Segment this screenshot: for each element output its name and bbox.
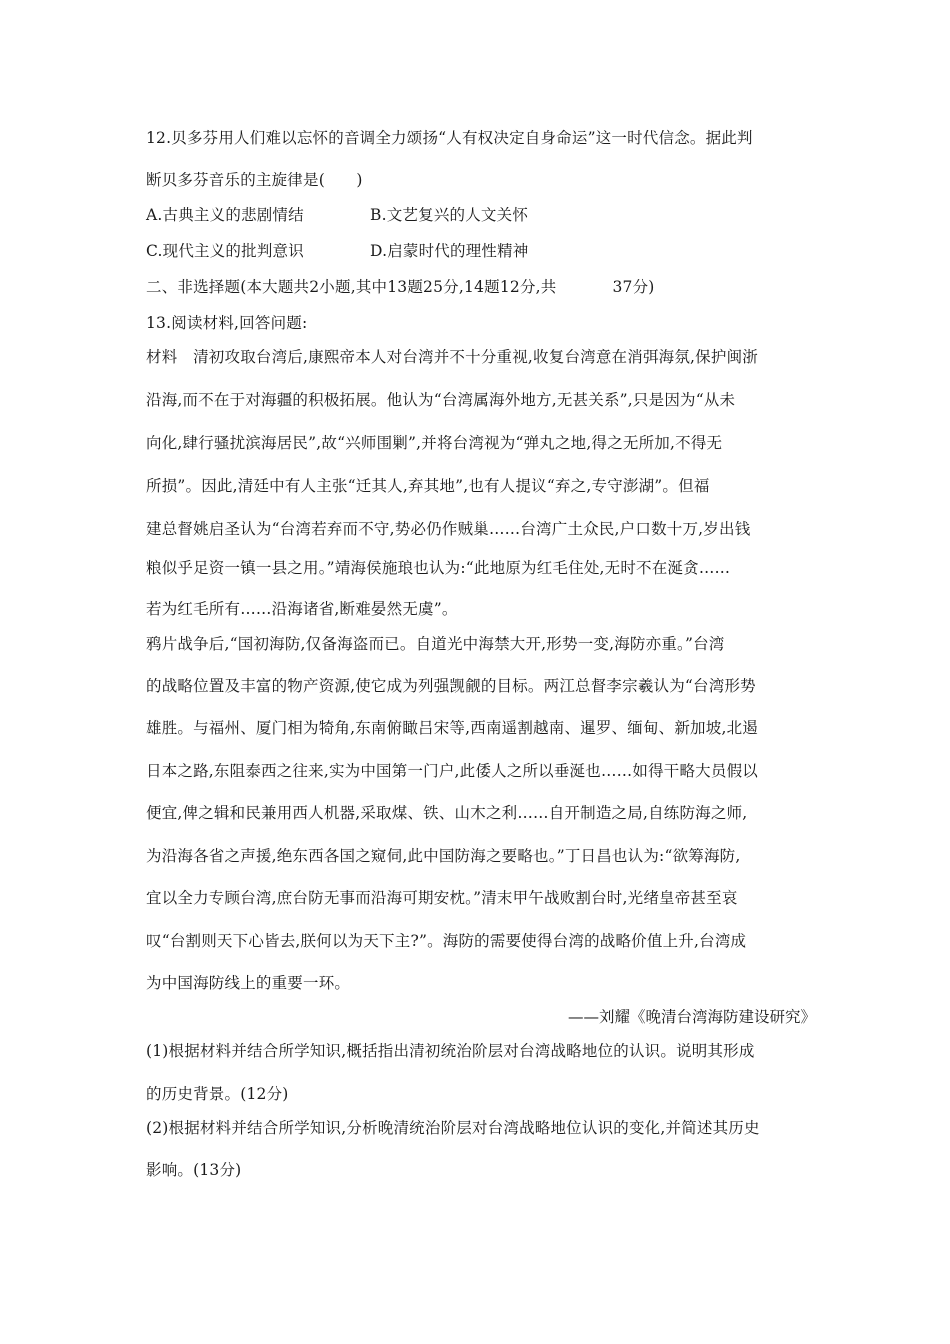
- q12-option-d: D.启蒙时代的理性精神: [370, 242, 529, 260]
- section-2-heading: [146, 277, 655, 297]
- material-line: 所损”。因此,清廷中有人主张“迁其人,弃其地”,也有人提议“弃之,专守澎湖”。但福: [146, 477, 710, 495]
- material-line: 向化,肆行骚扰滨海居民”,故“兴师围剿”,并将台湾视为“弹丸之地,得之无所加,不得无: [146, 434, 723, 452]
- q13-sub2-line-2: 影响。(13分): [146, 1161, 242, 1179]
- material-line: 的战略位置及丰富的物产资源,使它成为列强觊觎的目标。两江总督李宗羲认为“台湾形势: [146, 677, 756, 695]
- section-2-heading-total: 37分): [612, 278, 655, 296]
- section-2-heading-text: 二、非选择题(本大题共2小题,其中13题25分,14题12分,共: [146, 278, 557, 296]
- q13-sub2-line-1: (2)根据材料并结合所学知识,分析晚清统治阶层对台湾战略地位认识的变化,并简述其历史: [146, 1119, 760, 1137]
- material-source: ——刘耀《晚清台湾海防建设研究》: [567, 1008, 816, 1026]
- material-line: 材料 清初攻取台湾后,康熙帝本人对台湾并不十分重视,收复台湾意在消弭海氛,保护闽浙: [146, 348, 758, 366]
- material-line: 宜以全力专顾台湾,庶台防无事而沿海可期安枕。”清末甲午战败割台时,光绪皇帝甚至哀: [146, 889, 738, 907]
- material-line: 便宜,俾之辑和民兼用西人机器,采取煤、铁、山木之利……自开制造之局,自练防海之师,: [146, 804, 748, 822]
- q12-option-c: C.现代主义的批判意识: [146, 242, 304, 260]
- q13-sub1-line-1: (1)根据材料并结合所学知识,概括指出清初统治阶层对台湾战略地位的认识。说明其形成: [146, 1042, 755, 1060]
- material-line: 粮似乎足资一镇一县之用。”靖海侯施琅也认为:“此地原为红毛住处,无时不在涎贪……: [146, 559, 731, 577]
- material-line: 雄胜。与福州、厦门相为犄角,东南俯瞰吕宋等,西南遥割越南、暹罗、缅甸、新加坡,北遏: [146, 719, 758, 737]
- q12-option-b: B.文艺复兴的人文关怀: [370, 206, 529, 224]
- material-line: 叹“台割则天下心皆去,朕何以为天下主?”。海防的需要使得台湾的战略价值上升,台湾成: [146, 932, 747, 950]
- material-line: 鸦片战争后,“国初海防,仅备海盗而已。自道光中海禁大开,形势一变,海防亦重。”台湾: [146, 635, 725, 653]
- q13-sub1-line-2: 的历史背景。(12分): [146, 1085, 289, 1103]
- q13-intro: 13.阅读材料,回答问题:: [146, 314, 308, 332]
- material-line: 若为红毛所有……沿海诸省,断难晏然无虞”。: [146, 600, 458, 618]
- material-line: 为中国海防线上的重要一环。: [146, 974, 351, 992]
- q12-stem-line-1: 12.贝多芬用人们难以忘怀的音调全力颂扬“人有权决定自身命运”这一时代信念。据此判: [146, 129, 753, 147]
- q12-option-a: A.古典主义的悲剧情结: [146, 206, 304, 224]
- material-line: 日本之路,东阻泰西之往来,实为中国第一门户,此倭人之所以垂涎也……如得干略大员假以: [146, 762, 758, 780]
- q12-stem-line-2: 断贝多芬音乐的主旋律是( ): [146, 171, 363, 189]
- material-line: 建总督姚启圣认为“台湾若弃而不守,势必仍作贼巢……台湾广土众民,户口数十万,岁出钱: [146, 520, 751, 538]
- material-line: 为沿海各省之声援,绝东西各国之窥伺,此中国防海之要略也。”丁日昌也认为:“欲筹海防,: [146, 847, 741, 865]
- material-line: 沿海,而不在于对海疆的积极拓展。他认为“台湾属海外地方,无甚关系”,只是因为“从未: [146, 391, 736, 409]
